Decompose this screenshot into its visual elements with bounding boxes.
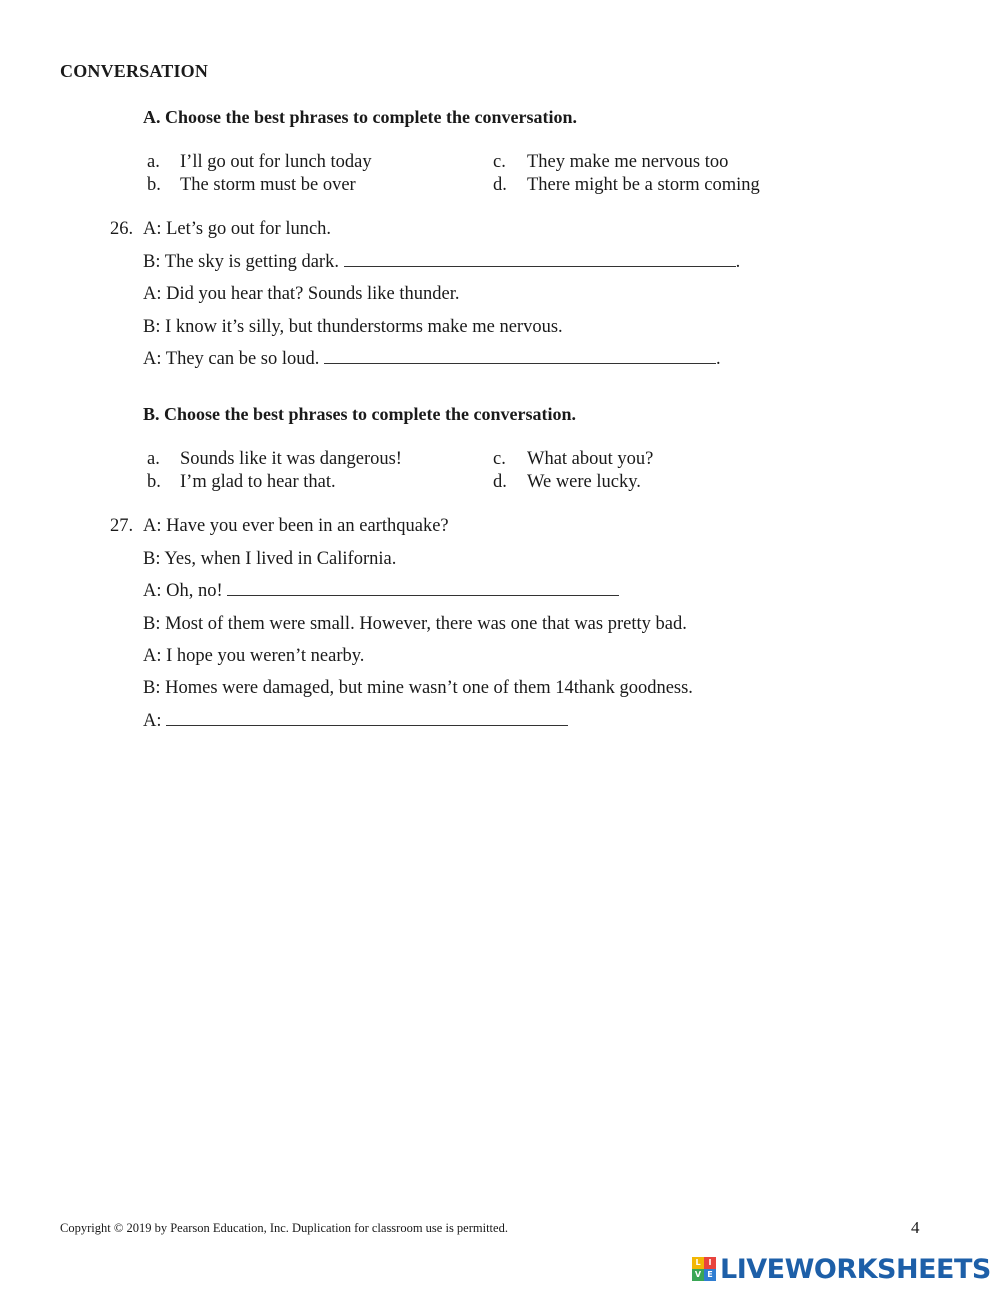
dialogue-line: A:: [143, 711, 162, 731]
section-title: CONVERSATION: [60, 61, 209, 81]
option-letter: b.: [147, 175, 161, 195]
page-number: 4: [911, 1218, 920, 1237]
option-text: What about you?: [527, 449, 654, 469]
option-letter: d.: [493, 472, 507, 492]
dialogue-line: B: Homes were damaged, but mine wasn’t one of them 14thank goodness.: [143, 678, 693, 698]
answer-blank[interactable]: [324, 349, 716, 364]
option-text: They make me nervous too: [527, 152, 729, 172]
logo-text: LIVEWORKSHEETS: [720, 1253, 991, 1285]
dialogue-line: B: Most of them were small. However, there was one that was pretty bad.: [143, 614, 687, 634]
option-text: I’ll go out for lunch today: [180, 152, 372, 172]
line-end-punct: .: [735, 252, 741, 272]
liveworksheets-logo: [692, 1253, 991, 1285]
option-letter: b.: [147, 472, 161, 492]
option-letter: c.: [493, 152, 506, 172]
option-letter: c.: [493, 449, 506, 469]
question-number: 26.: [110, 219, 134, 239]
dialogue-line: A: Did you hear that? Sounds like thunder.: [143, 284, 460, 304]
dialogue-line-with-blank: [143, 711, 568, 732]
dialogue-line: B: The sky is getting dark.: [143, 252, 339, 272]
dialogue-line: B: Yes, when I lived in California.: [143, 549, 397, 569]
dialogue-line-with-blank: [143, 581, 619, 602]
option-text: I’m glad to hear that.: [180, 472, 336, 492]
logo-tiles-icon: [692, 1257, 716, 1281]
dialogue-line: A: Have you ever been in an earthquake?: [143, 516, 449, 536]
option-letter: d.: [493, 175, 507, 195]
logo-tile: E: [704, 1269, 716, 1281]
logo-tile: I: [704, 1257, 716, 1269]
option-text: The storm must be over: [180, 175, 356, 195]
option-text: We were lucky.: [527, 472, 641, 492]
copyright-notice: Copyright © 2019 by Pearson Education, Inc. Duplication for classroom use is permitted.: [60, 1221, 508, 1235]
option-text: Sounds like it was dangerous!: [180, 449, 402, 469]
option-letter: a.: [147, 449, 160, 469]
dialogue-line: A: They can be so loud.: [143, 349, 320, 369]
part-a-instruction: A. Choose the best phrases to complete the conversation.: [143, 107, 577, 127]
dialogue-line: A: Let’s go out for lunch.: [143, 219, 332, 239]
logo-tile: L: [692, 1257, 704, 1269]
answer-blank[interactable]: [166, 711, 568, 726]
dialogue-line: B: I know it’s silly, but thunderstorms make me nervous.: [143, 317, 563, 337]
logo-tile: V: [692, 1269, 704, 1281]
answer-blank[interactable]: [344, 252, 736, 267]
dialogue-line: A: Oh, no!: [143, 581, 223, 601]
question-number: 27.: [110, 516, 134, 536]
answer-blank[interactable]: [227, 581, 619, 596]
dialogue-line: A: I hope you weren’t nearby.: [143, 646, 365, 666]
dialogue-line-with-blank: [143, 252, 740, 273]
part-b-instruction: B. Choose the best phrases to complete the conversation.: [143, 404, 576, 424]
line-end-punct: .: [716, 349, 721, 369]
dialogue-line-with-blank: [143, 349, 721, 370]
option-text: There might be a storm coming: [527, 175, 760, 195]
option-letter: a.: [147, 152, 160, 172]
